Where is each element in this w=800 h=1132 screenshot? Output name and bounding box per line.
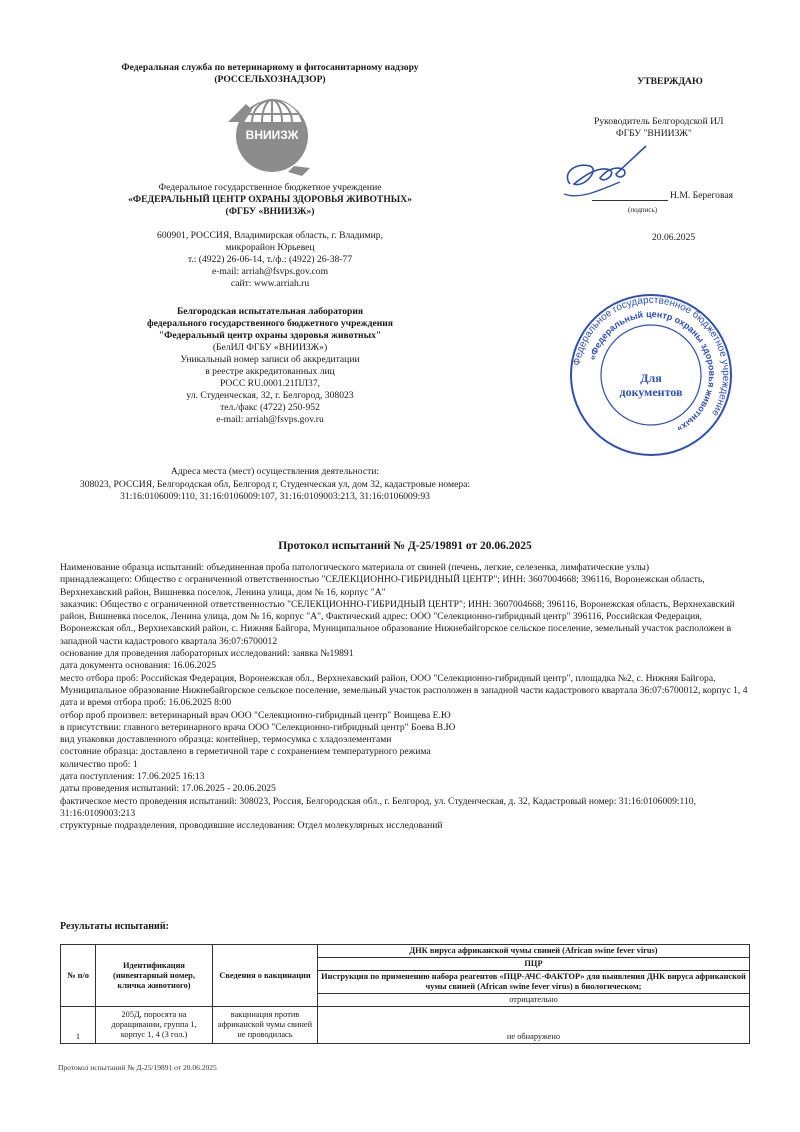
- col-header-analyte: ДНК вируса африканской чумы свиней (African swine fever virus): [318, 945, 750, 958]
- agency-name: Федеральная служба по ветеринарному и фитосанитарному надзору: [121, 62, 419, 73]
- approval-title: УТВЕРЖДАЮ: [637, 76, 703, 87]
- results-heading: Результаты испытаний:: [60, 921, 169, 932]
- sample-details: [60, 562, 750, 833]
- cell-num: 1: [61, 1007, 96, 1044]
- cadastral-numbers: 31:16:0106009:110, 31:16:0106009:107, 31:16:0109003:213, 31:16:0106009:93: [120, 491, 430, 502]
- svg-text:Федеральное государственное бю: Федеральное государственное бюджетное учреждение: [571, 294, 732, 418]
- lab-address: ул. Студенческая, 32, г. Белгород, 308023: [186, 390, 354, 401]
- detail-row: даты проведения испытаний: 17.06.2025 - 20.06.2025: [60, 783, 276, 795]
- detail-row: фактическое место проведения испытаний: 308023, Россия, Белгородская обл., г. Белгород, ул. Студенческая, д. 32, Кадастровый номер: 31:16:0106009:110, 31:16:0109003:213: [60, 795, 696, 819]
- lab-name: "Федеральный центр охраны здоровья животных": [158, 330, 382, 341]
- svg-text:«Федеральный центр охраны здор: «Федеральный центр охраны здоровья животных»: [587, 308, 718, 435]
- accreditation-number: РОСС RU.0001.21ПЛ37,: [219, 378, 321, 389]
- detail-row: структурные подразделения, проводившие исследования: Отдел молекулярных исследований: [60, 820, 443, 832]
- detail-row: состояние образца: доставлено в герметичной таре с сохранением температурного режима: [60, 746, 431, 758]
- address-line: 600901, РОССИЯ, Владимирская область, г. Владимир,: [157, 230, 383, 241]
- vniizzh-logo-icon: [224, 92, 316, 178]
- col-header-norm: отрицательно: [318, 994, 750, 1007]
- lab-phone: тел./факс (4722) 250-952: [220, 402, 320, 413]
- detail-row: отбор проб произвел: ветеринарный врач ООО "Селекционно-гибридный центр" Воищева Е.Ю: [60, 709, 451, 721]
- institution-type: Федеральное государственное бюджетное учреждение: [158, 182, 382, 193]
- activity-addresses: [55, 466, 495, 504]
- approver-position: Руководитель Белгородской ИЛ: [594, 116, 724, 127]
- detail-row: в присутствии: главного ветеринарного врача ООО "Селекционно-гибридный центр" Боева В.Ю: [60, 721, 456, 733]
- detail-row: Наименование образца испытаний: объединенная проба патологического материала от свиней (печень, легкие, селезенка, лимфатические узлы): [60, 562, 650, 573]
- email: e-mail: arriah@fsvps.gov.com: [211, 266, 329, 277]
- col-header-vaccination: Сведения о вакцинации: [213, 945, 318, 1007]
- agency-short: (РОССЕЛЬХОЗНАДЗОР): [214, 74, 326, 85]
- lab-email: e-mail: arriah@fsvps.gov.ru: [216, 414, 324, 425]
- svg-text:документов: документов: [619, 385, 683, 399]
- accreditation-label: Уникальный номер записи об аккредитации: [180, 354, 360, 365]
- institution-short: (ФГБУ «ВНИИЗЖ»): [225, 206, 315, 217]
- detail-row: количество проб: 1: [60, 758, 138, 770]
- col-header-instruction: Инструкция по применению набора реагентов «ПЦР-АЧС-ФАКТОР» для выявления ДНК вируса африканской чумы свиней (African swine fever virus) в биологическом;: [318, 971, 750, 994]
- results-table: [60, 944, 750, 1044]
- col-header-num: № п/о: [61, 945, 96, 1007]
- col-header-identification: Идентификация (инвентарный номер, кличка животного): [96, 945, 213, 1007]
- approver-organization: ФГБУ "ВНИИЗЖ": [616, 128, 692, 139]
- official-stamp-icon: [566, 290, 736, 460]
- detail-row: основание для проведения лабораторных исследований: заявка №19891: [60, 648, 354, 660]
- svg-text:Для: Для: [640, 371, 662, 385]
- detail-row: дата документа основания: 16.06.2025: [60, 660, 216, 672]
- activity-heading: Адреса места (мест) осуществления деятельности:: [170, 466, 380, 477]
- lab-name: федерального государственного бюджетного учреждения: [147, 318, 393, 329]
- issuer-header: [90, 62, 450, 426]
- svg-text:ВНИИЗЖ: ВНИИЗЖ: [245, 128, 299, 142]
- signature-caption: (подпись): [628, 206, 658, 214]
- signatory-name: Н.М. Береговая: [670, 190, 734, 201]
- cell-result: не обнаружено: [318, 1007, 750, 1044]
- page-footer: Протокол испытаний № Д-25/19891 от 20.06.2025: [58, 1063, 217, 1072]
- activity-address: 308023, РОССИЯ, Белгородская обл, Белгород г, Студенческая ул, дом 32, кадастровые номера:: [79, 478, 471, 490]
- approval-date: 20.06.2025: [652, 232, 696, 243]
- approval-block: [560, 76, 760, 244]
- cell-vaccination: вакцинация против африканской чумы свиней не проводилась: [213, 1007, 318, 1044]
- website: сайт: www.arriah.ru: [230, 278, 310, 289]
- detail-row: заказчик: Общество с ограниченной ответственностью "СЕЛЕКЦИОННО-ГИБРИДНЫЙ ЦЕНТР"; ИНН: 3607004668; 396116, Воронежская область, Верхнехавский район, Вишневка поселок, Ленина улица, дом № 16, корпус "А", Фактический адрес: ООО "Селекционно-гибридный центр" 396116, Российская Федерация, Воронежская обл., Верхнехавский район, с. Нижняя Байгора, Муниципальное образование Нижнебайгорское сельское поселение, земельный участок расположен в западной части кадастрового квартала 36:07:6700012: [60, 598, 735, 647]
- lab-short: (БелИЛ ФГБУ «ВНИИЗЖ»): [212, 342, 328, 353]
- detail-row: принадлежащего: Общество с ограниченной ответственностью "СЕЛЕКЦИОННО-ГИБРИДНЫЙ ЦЕНТР"; ИНН: 3607004668; 396116, Воронежская область, Верхнехавский район, Вишневка поселок, Ленина улица, дом № 16, корпус "А": [60, 574, 705, 598]
- lab-name: Белгородская испытательная лаборатория: [176, 306, 364, 317]
- protocol-title: Протокол испытаний № Д-25/19891 от 20.06.2025: [278, 540, 532, 552]
- detail-row: вид упаковки доставленного образца: контейнер, термосумка с хладоэлементами: [60, 734, 392, 746]
- institution-name: «ФЕДЕРАЛЬНЫЙ ЦЕНТР ОХРАНЫ ЗДОРОВЬЯ ЖИВОТНЫХ»: [128, 194, 412, 205]
- cell-identification: 205Д, поросята на доращивании, группа 1, корпус 1, 4 (3 гол.): [96, 1007, 213, 1044]
- phones: т.: (4922) 26-06-14, т./ф.: (4922) 26-38-77: [187, 254, 353, 265]
- detail-row: место отбора проб: Российская Федерация, Воронежская обл., Верхнехавский район, ООО "Селекционно-гибридный центр", площадка №2, с. Нижняя Байгора, Муниципальное образование Нижнебайгорское сельское поселение, земельный участок расположен в западной части кадастрового квартала 36:07:6700012, корпус 1, 4: [60, 672, 748, 696]
- accreditation-label: в реестре аккредитованных лиц: [205, 366, 335, 377]
- col-header-method: ПЦР: [318, 958, 750, 971]
- detail-row: дата поступления: 17.06.2025 16:13: [60, 771, 205, 783]
- table-row: [61, 1007, 750, 1044]
- detail-row: дата и время отбора проб: 16.06.2025 8:00: [60, 697, 232, 709]
- address-line: микрорайон Юрьевец: [225, 242, 315, 253]
